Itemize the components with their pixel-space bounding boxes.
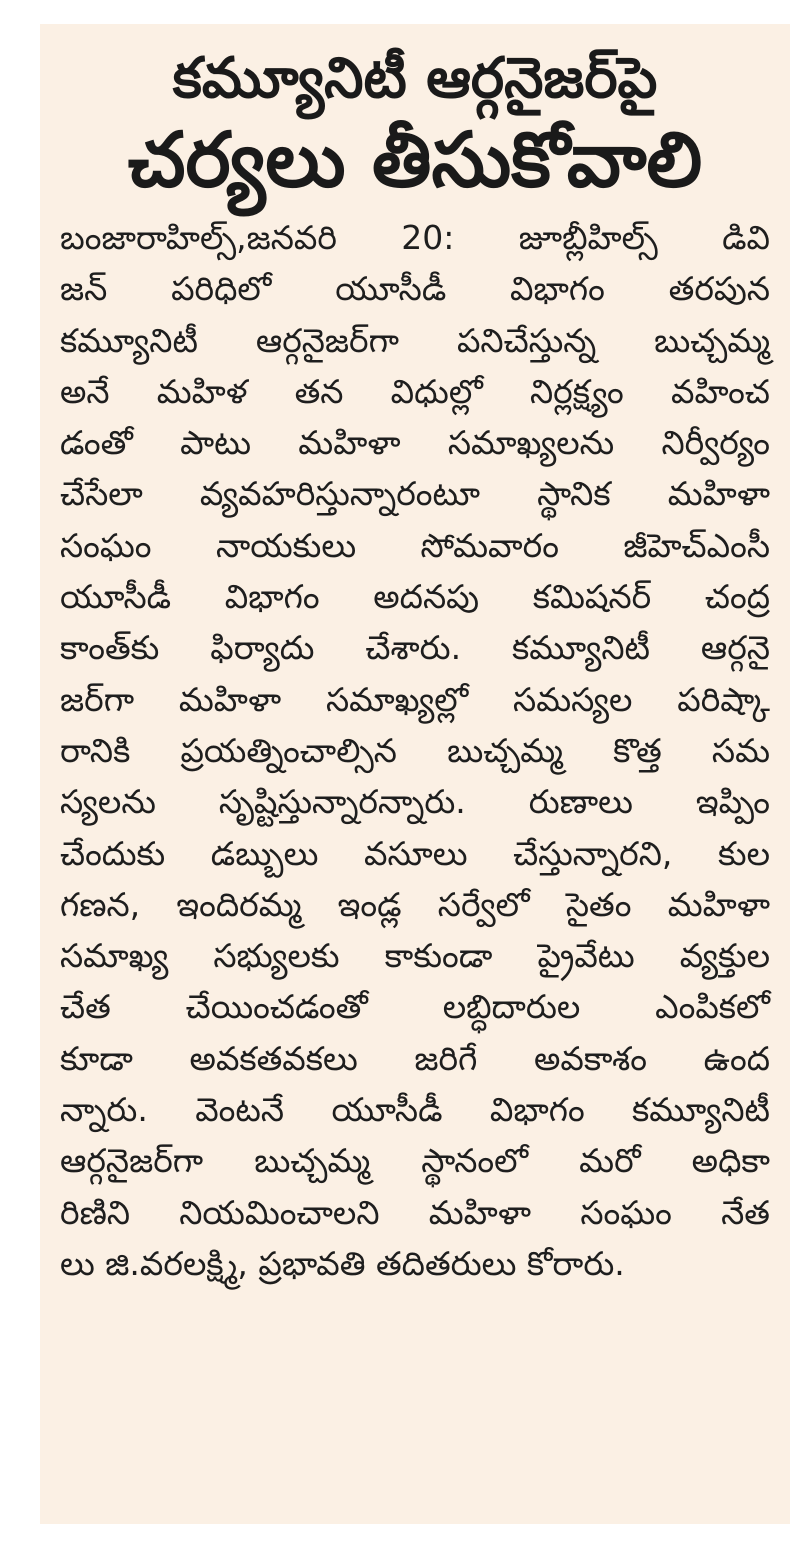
body-line: చేసేలా వ్యవహరిస్తున్నారంటూ స్థానిక మహిళా (60, 474, 770, 514)
body-line: లు జి.వరలక్ష్మి, ప్రభావతి తదితరులు కోరారు. (60, 1243, 625, 1283)
body-line: డంతో పాటు మహిళా సమాఖ్యలను నిర్వీర్యం (60, 423, 770, 463)
body-line: కూడా అవకతవకలు జరిగే అవకాశం ఉంద (60, 1038, 770, 1078)
body-line: రానికి ప్రయత్నించాల్సిన బుచ్చమ్మ కొత్త సమ (60, 730, 770, 770)
article-body (60, 212, 770, 1289)
body-line: కాంత్‌కు ఫిర్యాదు చేశారు. కమ్యూనిటీ ఆర్గనై (60, 628, 770, 668)
body-line: గణన, ఇందిరమ్మ ఇండ్ల సర్వేలో సైతం మహిళా (60, 884, 770, 924)
body-line: కమ్యూనిటీ ఆర్గనైజర్‌గా పనిచేస్తున్న బుచ్చమ్మ (60, 320, 770, 360)
body-line: బంజారాహిల్స్,జనవరి 20: జూబ్లీహిల్స్ డివి (60, 218, 770, 257)
body-line: ఆర్గనైజర్‌గా బుచ్చమ్మ స్థానంలో మరో అధికా (60, 1141, 770, 1181)
news-clipping (40, 24, 790, 1524)
body-line: స్యలను సృష్టిస్తున్నారన్నారు. రుణాలు ఇప్పిం (60, 782, 770, 822)
headline-line-1: కమ్యూనిటీ ఆర్గనైజర్‌పై (172, 46, 658, 111)
body-line: చేత చేయించడంతో లబ్ధిదారుల ఎంపికలో (60, 987, 770, 1027)
body-line: అనే మహిళ తన విధుల్లో నిర్లక్ష్యం వహించ (60, 371, 770, 411)
body-line: జన్ పరిధిలో యూసీడీ విభాగం తరపున (60, 269, 770, 309)
headline-line-2: చర్యలు తీసుకోవాలి (127, 115, 703, 204)
body-line: జర్‌గా మహిళా సమాఖ్యల్లో సమస్యల పరిష్కా (60, 679, 770, 719)
body-line: సమాఖ్య సభ్యులకు కాకుండా ప్రైవేటు వ్యక్తుల (60, 936, 770, 976)
body-line: సంఘం నాయకులు సోమవారం జీహెచ్ఎంసీ (60, 525, 770, 565)
body-line: చేందుకు డబ్బులు వసూలు చేస్తున్నారని, కుల (60, 833, 770, 873)
body-line: న్నారు. వెంటనే యూసీడీ విభాగం కమ్యూనిటీ (60, 1090, 770, 1130)
body-line: యూసీడీ విభాగం అదనపు కమిషనర్ చంద్ర (60, 577, 770, 617)
body-line: రిణిని నియమించాలని మహిళా సంఘం నేత (60, 1192, 770, 1232)
